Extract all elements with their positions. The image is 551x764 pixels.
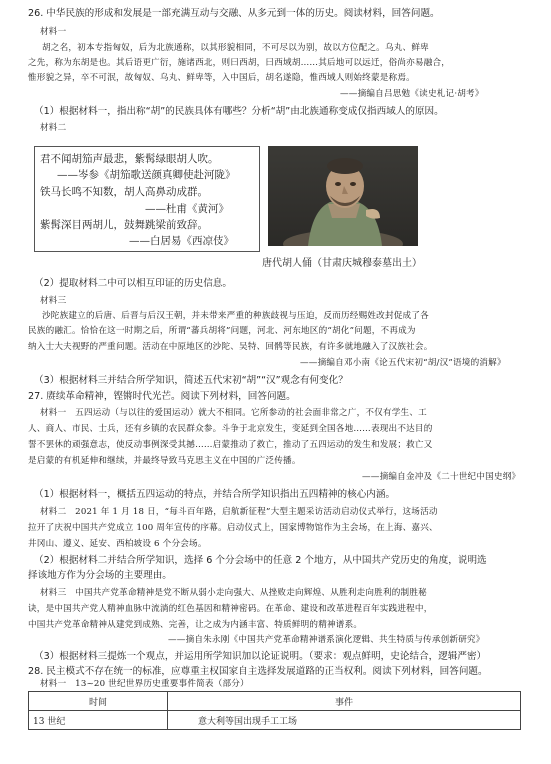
q26-m2-title: 材料二 [40, 123, 67, 133]
table-header-row [29, 692, 521, 711]
q27-m1-line: 誓不罢休的顽强意志，使反动事例深受其撼……启蒙推动了救亡，推动了五四运动的发生和发展；救亡又 [28, 440, 433, 450]
q26-m3-line: 民族的融汇。恰恰在这一时期之后，所谓“蕃兵胡将”问题，河北、河东地区的“胡化”问题，不再成为 [28, 326, 416, 336]
q27-m3-source: ——摘自朱永刚《中国共产党革命精神谱系演化逻辑、共生特质与传承创新研究》 [168, 635, 485, 645]
q26-m1-source: ——摘编自吕思勉《读史札记·胡考》 [340, 89, 484, 99]
q27-stem: 27. 赓续革命精神，铿锵时代光芒。阅读下列材料，回答问题。 [28, 391, 296, 402]
q27-question-2: （2）根据材料二并结合所学知识，选择 6 个分会场中的任意 2 个地方，从中国共产党历史的角度，说明选 [34, 555, 487, 566]
table-cell-event: 意大利等国出现手工工场 [168, 711, 521, 730]
table-row [29, 711, 521, 730]
q27-question-3: （3）根据材料三提炼一个观点，并运用所学知识加以论证说明。（要求：观点鲜明，史论结合，逻辑严密） [34, 651, 487, 662]
q27-m1-line: 是启蒙的有机延伸和继续，并最终导致马克思主义在中国的广泛传播。 [28, 456, 301, 466]
history-events-table [28, 691, 521, 730]
table-cell-time: 13 世纪 [29, 711, 168, 730]
q27-m1-source: ——摘编自金冲及《二十世纪中国史纲》 [362, 472, 521, 482]
table-header-time: 时间 [29, 692, 168, 711]
q27-m3-line: 材料三 中国共产党革命精神是党不断从弱小走向强大、从挫败走向辉煌、从胜利走向胜利的制胜秘 [40, 588, 427, 598]
q26-m3-title: 材料三 [40, 296, 67, 306]
q27-m1-line: 材料一 五四运动（与以往的爱国运动）就大不相同。它所参动的社会面非常之广，不仅有学生、工 [40, 408, 427, 418]
q26-m3-line: 沙陀族建立的后唐、后晋与后汉王朝，并未带来严重的种族歧视与压迫，反而历经赐姓改封促成了各 [42, 311, 429, 321]
q27-m1-line: 人、商人、市民、士兵，还有乡镇的农民群众参。斗争于北京发生，变延到全国各地……表现出不达目的 [28, 424, 433, 434]
q26-question-1: （1）根据材料一，指出称“胡”的民族具体有哪些？分析“胡”由北族通称变成仅指西域人的原因。 [34, 106, 444, 117]
q26-m3-line: 纳入士大夫视野的严重问题。活动在中原地区的沙陀、吴特、回鹘等民族，有许多就地融入了汉族社会。 [28, 342, 433, 352]
q28-m1-title: 材料一 13~20 世纪世界历史重要事件简表（部分） [40, 679, 249, 689]
q27-m3-line: 中国共产党革命精神从建党到成熟、完善，让之成为内涵丰富、特质鲜明的精神谱系。 [28, 620, 363, 630]
poem-box [34, 146, 260, 252]
tang-hu-figurine-image [268, 146, 418, 246]
poem-source: ——杜甫《黄河》 [145, 203, 229, 215]
q28-stem: 28. 民主模式不存在统一的标准，应尊重主权国家自主选择发展道路的正当权利。阅读下列材料，回答问题。 [28, 666, 488, 677]
q27-m2-line: 井冈山、遵义、延安、西柏坡设 6 个分会场。 [28, 539, 207, 549]
q26-m1-title: 材料一 [40, 27, 67, 37]
poem-line: 铁马长鸣不知数，胡人高鼻动成群。 [40, 186, 208, 198]
q27-m3-line: 诀，是中国共产党人精神血脉中流淌的红色基因和精神密码。在革命、建设和改革进程百年实践进程中， [28, 604, 433, 614]
q26-m1-line: 惟形貌之异，卒不可泯，故匈奴、乌丸、鲜卑等，入中国后，胡名遂隐，惟西域人则始终蒙是称焉。 [28, 73, 415, 83]
poem-source: ——白居易《西凉伎》 [129, 235, 234, 247]
q26-m3-source: ——摘编自邓小南《论五代宋初“胡/汉”语境的消解》 [300, 358, 506, 368]
q26-question-3: （3）根据材料三并结合所学知识，简述五代宋初“胡”“汉”观念有何变化？ [34, 375, 348, 386]
q26-question-2: （2）提取材料二中可以相互印证的历史信息。 [34, 278, 232, 289]
q27-m2-line: 拉开了庆祝中国共产党成立 100 周年宣传的序幕。启动仪式上，国家博物馆作为主会场，在上海、嘉兴、 [28, 523, 438, 533]
poem-line: 紫髯深目两胡儿，鼓舞跳梁前致辞。 [40, 219, 208, 231]
photo-caption: 唐代胡人俑（甘肃庆城穆泰墓出土） [262, 258, 422, 269]
q26-stem: 26. 中华民族的形成和发展是一部充满互动与交融、从多元到一体的历史。阅读材料，回答问题。 [28, 8, 440, 19]
q27-m2-line: 材料二 2021 年 1 月 18 日，“每斗百年路，启航新征程”大型主题采访活动启动仪式举行，这场活动 [40, 507, 438, 517]
q27-question-2-cont: 择该地方作为分会场的主要理由。 [28, 570, 172, 581]
q26-m1-line: 之先，称为东胡是也。其后语更广衍，施诸西北，则曰西胡，曰西域胡……其后地可以远迁，俗尚亦易融合， [28, 58, 451, 68]
poem-line: 君不闻胡笳声最悲，紫髯绿眼胡人吹。 [40, 153, 219, 165]
q27-question-1: （1）根据材料一，概括五四运动的特点，并结合所学知识指出五四精神的核心内涵。 [34, 489, 396, 500]
q26-m1-line: 胡之名，初本专指匈奴，后为北族通称，以其形貌相同，不可尽以为别，故以方位配之。乌丸、鲜卑 [42, 43, 429, 53]
table-header-event: 事件 [168, 692, 521, 711]
poem-source: ——岑参《胡笳歌送颜真卿使赴河陇》 [57, 169, 236, 181]
